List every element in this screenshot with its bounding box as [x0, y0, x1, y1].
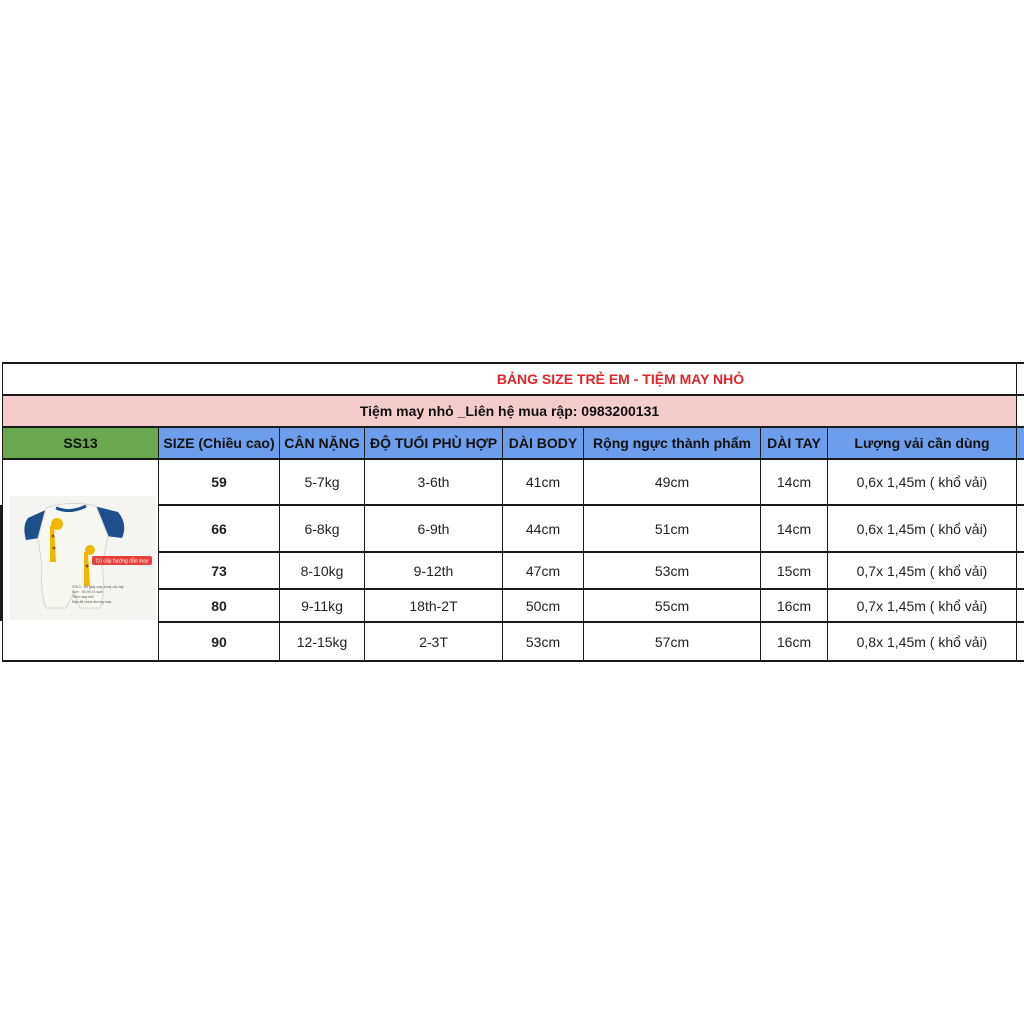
table-row-fabric: 0,7x 1,45m ( khổ vải) [856, 562, 988, 579]
table-row-chest: 49cm [654, 474, 690, 490]
table-row-fabric: 0,6x 1,45m ( khổ vải) [856, 520, 988, 537]
header-body-length: DÀI BODY [503, 428, 583, 458]
table-row-size: 73 [211, 562, 227, 579]
table-row-weight: 12-15kg [296, 633, 348, 650]
table-row-sleeve: 14cm [776, 520, 812, 537]
header-size: SIZE (Chiều cao) [159, 428, 279, 458]
grid-line [1016, 362, 1017, 394]
table-row-size: 80 [211, 597, 227, 614]
header-overflow-cell [1017, 428, 1024, 458]
grid-line [1016, 426, 1017, 662]
table-row-size: 59 [211, 474, 227, 490]
table-row-chest: 57cm [654, 633, 690, 650]
header-weight: CÂN NẶNG [280, 428, 364, 458]
table-row-fabric: 0,6x 1,45m ( khổ vải) [856, 474, 988, 490]
header-sleeve-length: DÀI TAY [761, 428, 827, 458]
product-code-header: SS13 [3, 428, 158, 458]
table-row-chest: 53cm [654, 562, 690, 579]
product-caption: Size : 59-90 | 5 size [72, 590, 103, 594]
table-row-weight: 5-7kg [304, 474, 340, 490]
table-row-body: 44cm [525, 520, 561, 537]
table-row-age: 18th-2T [409, 597, 458, 614]
table-row-sleeve: 16cm [776, 633, 812, 650]
product-tag-text: Có cấp hướng dẫn may [95, 558, 149, 565]
grid-line [1016, 394, 1017, 426]
table-row-body: 53cm [525, 633, 561, 650]
header-age: ĐỘ TUỔI PHÙ HỢP [365, 428, 502, 458]
table-row-fabric: 0,8x 1,45m ( khổ vải) [856, 633, 988, 650]
contact-banner: Tiệm may nhỏ _Liên hệ mua rập: 0983200131 [3, 396, 1016, 426]
product-caption: Rập đã chừa đường may [72, 600, 112, 604]
table-row-sleeve: 16cm [776, 597, 812, 614]
table-row-age: 2-3T [419, 633, 448, 650]
table-row-chest: 55cm [654, 597, 690, 614]
product-caption: SS13 - Bộ giấy may body cộc tay [72, 585, 124, 589]
table-row-weight: 6-8kg [304, 520, 340, 537]
header-chest-width: Rộng ngực thành phẩm [584, 428, 760, 458]
table-row-age: 3-6th [417, 474, 450, 490]
table-row-age: 6-9th [417, 520, 450, 537]
header-fabric-amount: Lượng vải cần dùng [828, 428, 1016, 458]
table-row-sleeve: 14cm [776, 474, 812, 490]
table-row-size: 90 [211, 633, 227, 650]
grid-line [0, 505, 2, 621]
table-row-body: 47cm [525, 562, 561, 579]
table-title: BẢNG SIZE TRẺ EM - TIỆM MAY NHỎ [496, 371, 745, 387]
table-row-body: 50cm [525, 597, 561, 614]
product-image [10, 496, 156, 620]
table-row-weight: 8-10kg [300, 562, 344, 579]
table-row-body: 41cm [525, 474, 561, 490]
table-row-chest: 51cm [654, 520, 690, 537]
table-row-sleeve: 15cm [776, 562, 812, 579]
table-row-weight: 9-11kg [301, 597, 343, 614]
table-row-age: 9-12th [413, 562, 454, 579]
table-row-size: 66 [211, 520, 227, 537]
grid-line [2, 660, 1024, 662]
product-caption: Tiệm may nhỏ [72, 595, 95, 599]
table-row-fabric: 0,7x 1,45m ( khổ vải) [856, 597, 988, 614]
